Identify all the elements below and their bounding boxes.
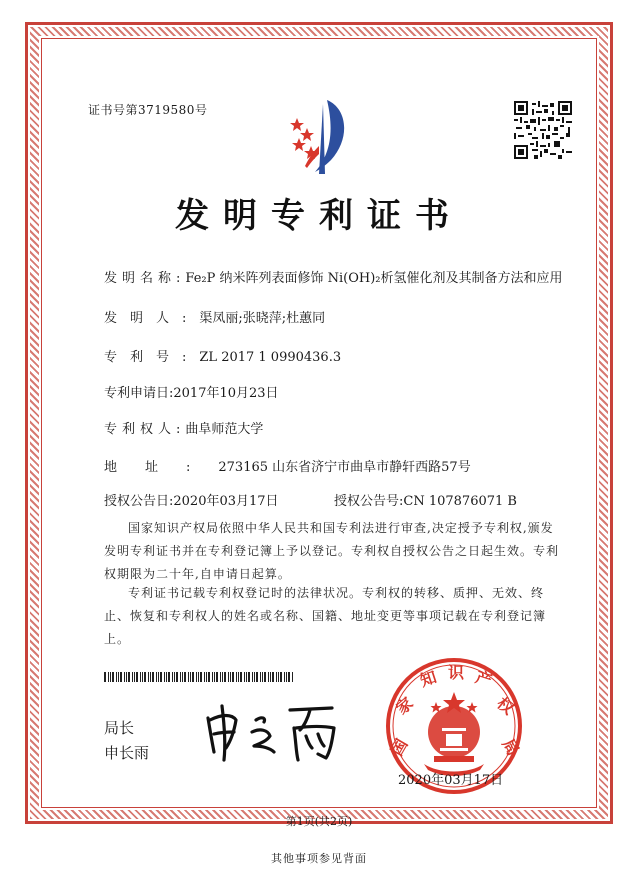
field-value: 2020年03月17日 xyxy=(173,494,279,509)
certificate-number: 证书号第3719580号 xyxy=(88,103,208,117)
field-label: 地址: xyxy=(104,460,219,475)
svg-text:知: 知 xyxy=(417,667,439,691)
field-address xyxy=(104,456,471,475)
field-label: 授权公告日: xyxy=(104,494,174,509)
field-label: 专利申请日: xyxy=(104,386,174,401)
svg-text:局: 局 xyxy=(498,735,523,759)
field-value: 2017年10月23日 xyxy=(173,386,279,401)
legal-paragraph-2: 专利证书记载专利权登记时的法律状况。专利权的转移、质押、无效、终止、恢复和专利权人的姓名或名称、国籍、地址变更等事项记载在专利登记簿上。 xyxy=(104,586,547,646)
svg-text:家: 家 xyxy=(392,693,417,719)
field-inventors xyxy=(104,307,325,326)
svg-text:识: 识 xyxy=(447,663,465,682)
field-value: 曲阜师范大学 xyxy=(185,422,264,437)
field-grant-number xyxy=(334,490,517,509)
document-title: 发明专利证书 xyxy=(175,196,463,236)
field-patentee xyxy=(104,418,263,437)
field-label: 授权公告号: xyxy=(334,494,404,509)
field-label: 专利权人: xyxy=(104,422,186,437)
svg-text:产: 产 xyxy=(473,667,495,691)
signatory-title: 局长 xyxy=(104,719,135,737)
field-value: CN 107876071 B xyxy=(403,494,517,509)
legal-paragraph-1: 国家知识产权局依照中华人民共和国专利法进行审查,决定授予专利权,颁发发明专利证书并在专利登记簿上予以登记。专利权自授权公告之日起生效。专利权期限为二十年,自申请日起算。 xyxy=(104,521,560,581)
page-number: 第1页(共2页) xyxy=(285,815,353,828)
signatory-name: 申长雨 xyxy=(104,744,150,762)
field-label: 发明名称: xyxy=(104,271,186,286)
patent-office-logo-icon xyxy=(285,94,357,176)
field-label: 专利号: xyxy=(104,350,200,365)
field-patent-number xyxy=(104,346,341,365)
field-value: Fe₂P 纳米阵列表面修饰 Ni(OH)₂析氢催化剂及其制备方法和应用 xyxy=(185,271,563,286)
field-value: 渠凤丽;张晓萍;杜蕙同 xyxy=(199,311,326,326)
field-value: ZL 2017 1 0990436.3 xyxy=(199,350,342,365)
svg-text:国: 国 xyxy=(387,735,412,759)
field-label: 发明人: xyxy=(104,311,200,326)
seal-date: 2020年03月17日 xyxy=(398,773,504,788)
field-filing-date xyxy=(104,382,279,401)
handwritten-signature xyxy=(200,702,340,762)
field-grant-date xyxy=(104,490,279,509)
qr-code-icon xyxy=(514,101,572,159)
svg-text:权: 权 xyxy=(493,693,518,719)
barcode-icon xyxy=(104,672,296,682)
footer-note: 其他事项参见背面 xyxy=(271,852,367,865)
field-value: 273165 山东省济宁市曲阜市静轩西路57号 xyxy=(218,460,471,475)
field-invention-name xyxy=(104,267,563,286)
